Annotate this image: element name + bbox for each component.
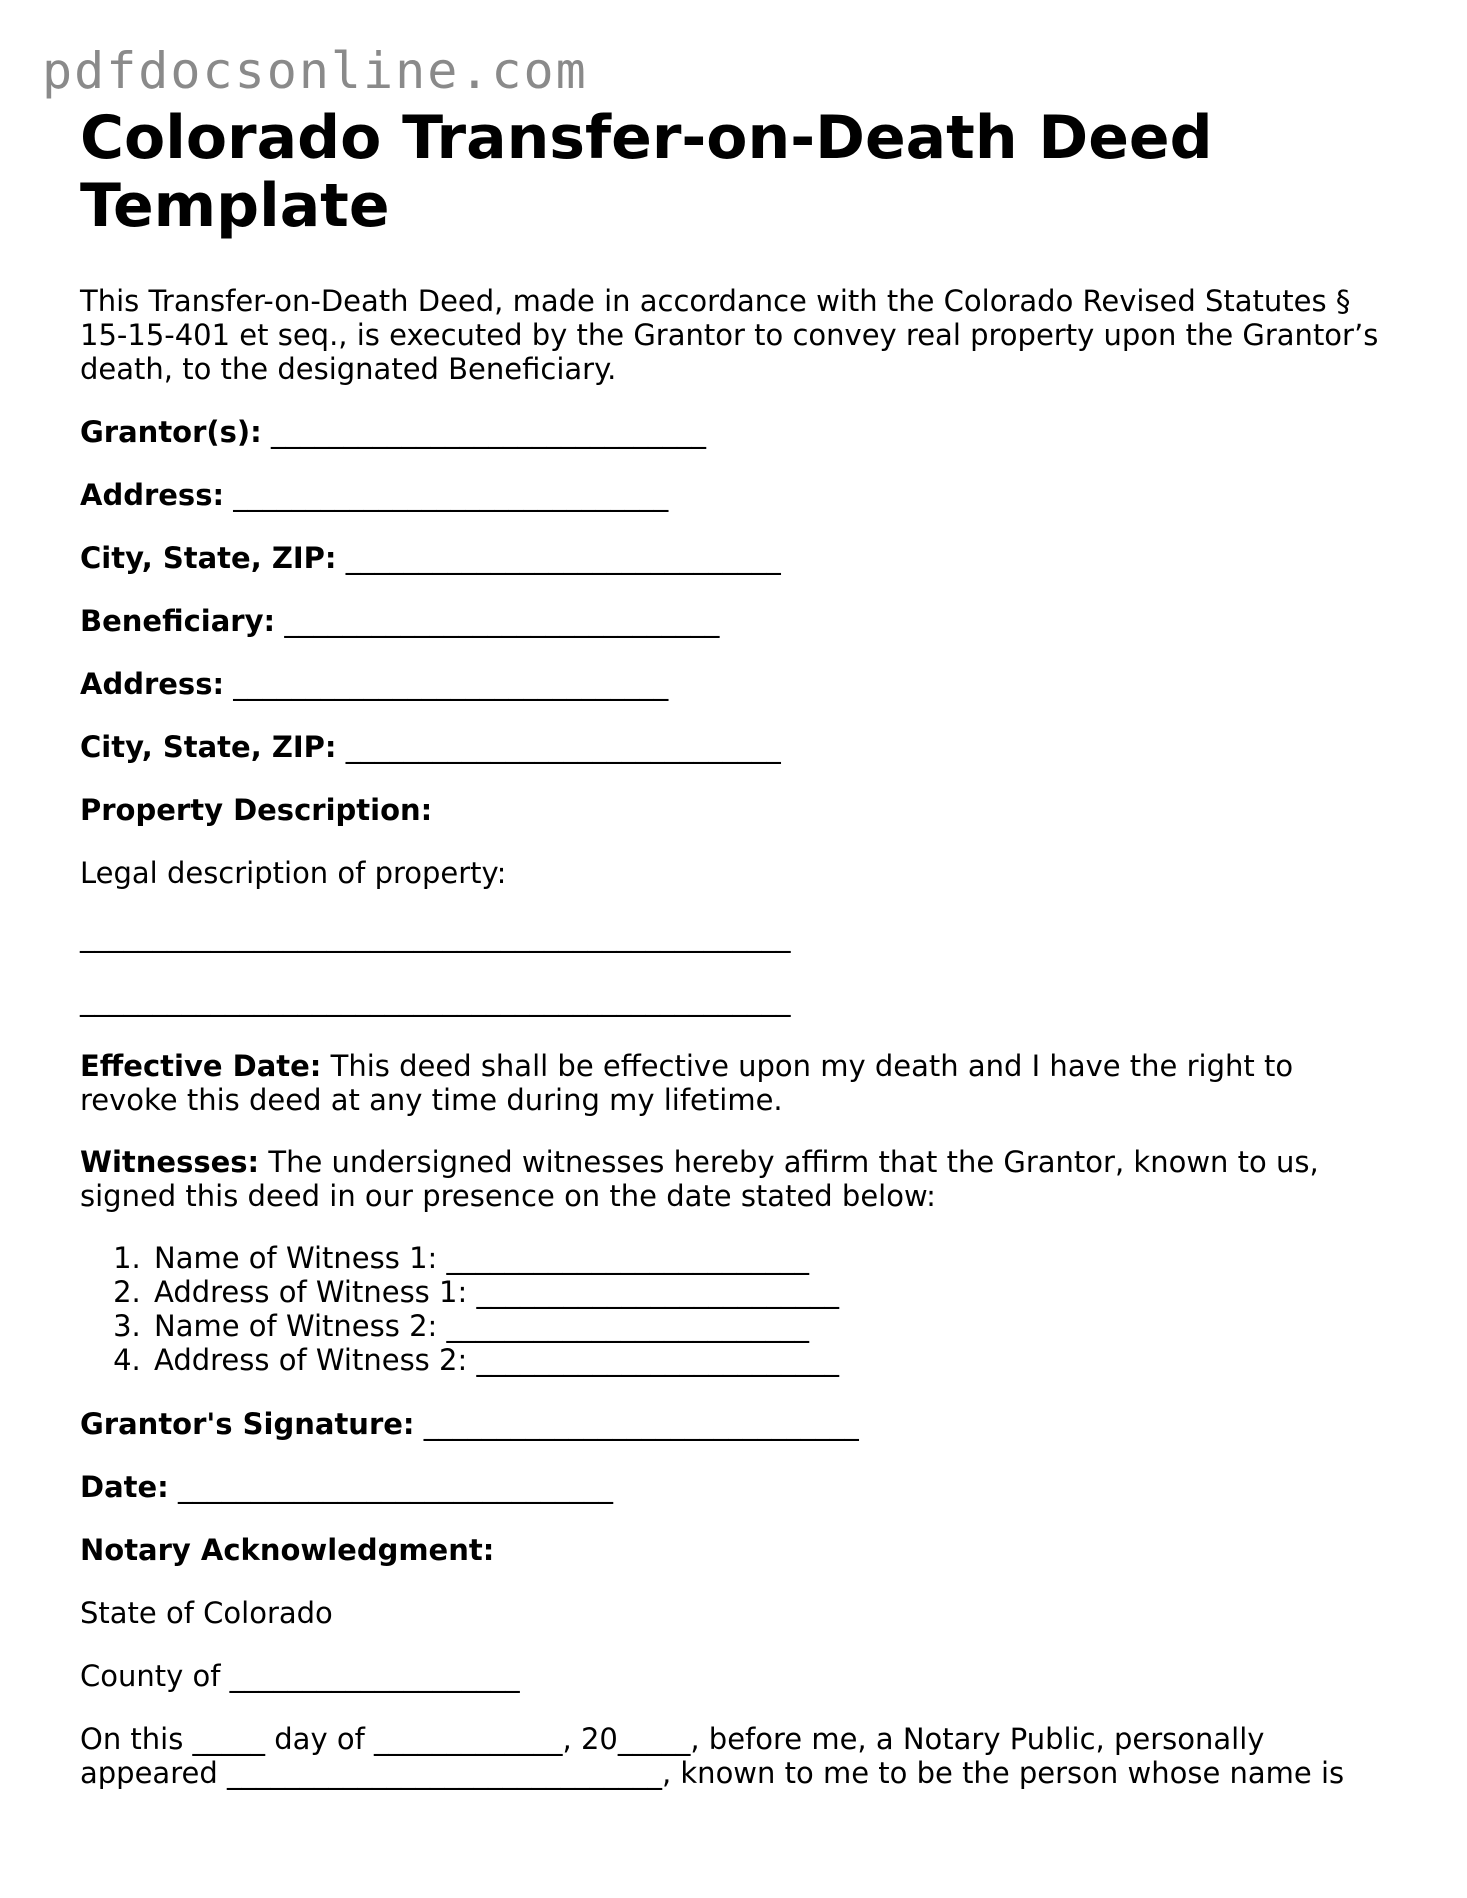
document-page [80, 104, 1390, 1790]
grantor-city-blank[interactable]: ______________________________ [345, 541, 781, 575]
witnesses-paragraph [80, 1145, 1390, 1213]
beneficiary-address-blank[interactable]: ______________________________ [233, 667, 669, 701]
notary-state: State of Colorado [80, 1596, 333, 1630]
grantor-address-label: Address: [80, 478, 225, 512]
grantor-signature-field [80, 1407, 1390, 1441]
grantor-signature-blank[interactable]: ______________________________ [423, 1407, 859, 1441]
legal-description-line-2[interactable]: _________________________________________________ [80, 983, 791, 1017]
effective-date-paragraph [80, 1049, 1390, 1117]
beneficiary-field [80, 604, 1390, 638]
grantor-signature-label: Grantor's Signature: [80, 1407, 415, 1441]
witness-item[interactable]: 1. Name of Witness 1: _________________________ [150, 1241, 1390, 1275]
grantor-blank[interactable]: ______________________________ [271, 415, 706, 449]
date-blank[interactable]: ______________________________ [178, 1470, 613, 1504]
witness-item[interactable]: 3. Name of Witness 2: _________________________ [150, 1309, 1390, 1343]
beneficiary-address-field [80, 667, 1390, 701]
beneficiary-address-label: Address: [80, 667, 225, 701]
property-description-heading: Property Description: [80, 793, 433, 827]
effective-date-text: This deed shall be effective upon my death and I have the right to revoke this deed at any time during my lifetime. [80, 1049, 1294, 1117]
notary-heading: Notary Acknowledgment: [80, 1533, 495, 1567]
witnesses-text: The undersigned witnesses hereby affirm that the Grantor, known to us, signed this deed in our presence on the date stated below: [80, 1145, 1319, 1213]
legal-description-label: Legal description of property: [80, 856, 507, 890]
intro-paragraph: This Transfer-on-Death Deed, made in accordance with the Colorado Revised Statutes § 15-15-401 et seq., is executed by the Grantor to convey real property upon the Grantor’s death, to the designated Beneficiary. [80, 284, 1379, 386]
beneficiary-city-label: City, State, ZIP: [80, 730, 337, 764]
effective-date-label: Effective Date: [80, 1049, 322, 1083]
date-label: Date: [80, 1470, 169, 1504]
beneficiary-city-blank[interactable]: ______________________________ [345, 730, 781, 764]
grantor-city-label: City, State, ZIP: [80, 541, 337, 575]
legal-description-line-1[interactable]: _________________________________________________ [80, 919, 791, 953]
date-field [80, 1470, 1390, 1504]
witness-list [80, 1241, 1390, 1377]
beneficiary-city-field [80, 730, 1390, 764]
notary-county[interactable]: County of ____________________ [80, 1659, 520, 1693]
grantor-address-field [80, 478, 1390, 512]
grantor-label: Grantor(s): [80, 415, 262, 449]
beneficiary-label: Beneficiary: [80, 604, 276, 638]
watermark: pdfdocsonline.com [42, 42, 588, 100]
grantor-address-blank[interactable]: ______________________________ [233, 478, 669, 512]
document-title: Colorado Transfer-on-Death Deed Template [80, 103, 1213, 241]
witness-item[interactable]: 4. Address of Witness 2: _________________________ [150, 1343, 1390, 1377]
witnesses-label: Witnesses: [80, 1145, 260, 1179]
beneficiary-blank[interactable]: ______________________________ [284, 604, 720, 638]
grantor-field [80, 415, 1390, 449]
notary-statement: On this _____ day of _____________, 20_____, before me, a Notary Public, personally appeared ______________________________, known to me to be the person whose name is [80, 1722, 1345, 1790]
grantor-city-field [80, 541, 1390, 575]
witness-item[interactable]: 2. Address of Witness 1: _________________________ [150, 1275, 1390, 1309]
